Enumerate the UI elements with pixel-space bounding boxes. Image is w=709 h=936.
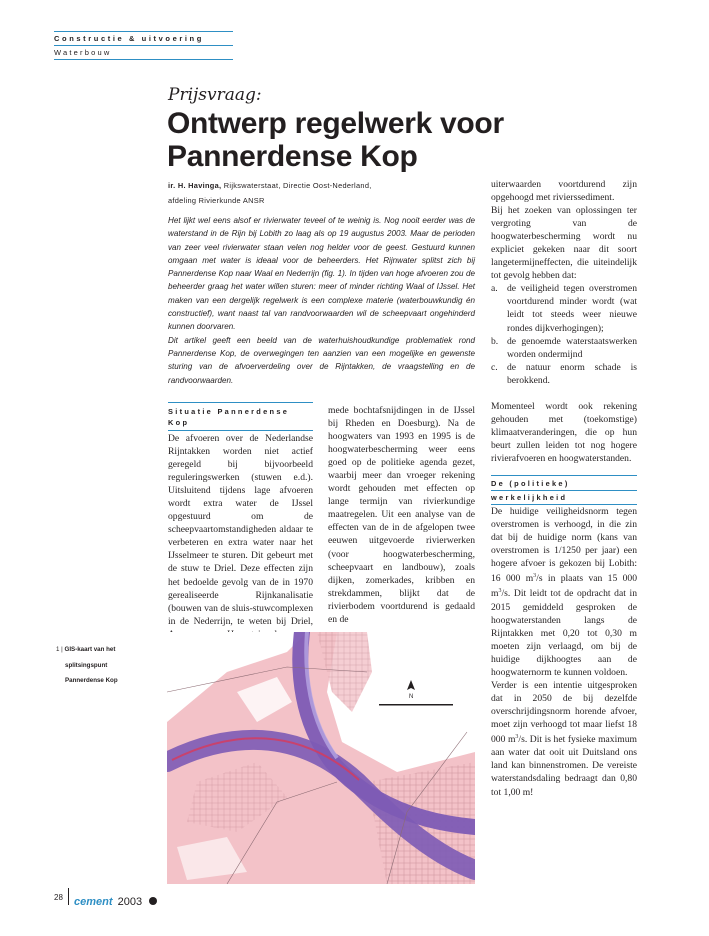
gis-map: [167, 632, 475, 884]
list-item: [491, 361, 637, 387]
section-label: Constructie & uitvoering: [54, 34, 204, 43]
author-affiliation: Rijkswaterstaat, Directie Oost-Nederland,: [221, 181, 372, 190]
column-3-paragraph-3: Momenteel wordt ook rekening gehouden met (toekomstige) klimaatveranderingen, die op hun beurt zullen leiden tot nog hogere rivierafvoeren en hoogwaterstanden.: [491, 400, 637, 464]
subsection-label: Waterbouw: [54, 48, 112, 57]
column-2-paragraph: mede bochtafsnijdingen in de IJssel bij Rheden en Doesburg). Na de hoogwaters van 1993 en 1995 is de hoogwaterbescherming weer eens goed op de politieke agenda gezet, waarbij meer dan vroeger rekening wordt gehouden met effecten op lange termijn van rivierkundige maatregelen. Uit een analyse van de effecten van de in de afgelopen twee eeuwen uitgevoerde rivierwerken (voor hoogwaterbescherming, scheepvaart en landbouw), zoals dijken, zomerkades, kribben en strekdammen, blijkt dat de rivierbodem voortdurend is gedaald en de: [328, 405, 475, 625]
list-marker: c.: [491, 361, 498, 373]
scale-bar: [379, 704, 453, 706]
figure-caption-line-2: splitsingspunt: [65, 661, 108, 669]
figure-caption-line-3: Pannerdense Kop: [65, 677, 118, 684]
list-text: de veiligheid tegen overstromen voortdurend minder wordt (wat leidt tot steeds weer nieuwe rondes dijkverhogingen);: [507, 283, 637, 334]
section-1-rule-bottom: [168, 430, 313, 431]
column-1: [168, 402, 313, 641]
column-1-text: [168, 432, 313, 641]
article-title-line-2: Pannerdense Kop: [167, 140, 418, 173]
list-text: de natuur enorm schade is berokkend.: [507, 361, 637, 386]
list-marker: a.: [491, 283, 498, 295]
list-item: [491, 282, 637, 334]
column-2: [328, 404, 475, 626]
column-3: [491, 178, 637, 799]
header-mid-rule: [54, 45, 233, 46]
section-2-rule-top: [491, 475, 637, 476]
article-kicker: Prijsvraag:: [168, 85, 262, 105]
figure-number: 1 |: [56, 646, 63, 653]
section-1-heading: Situatie Pannerdense Kop: [168, 407, 290, 427]
footer-divider: [68, 888, 69, 905]
article-title-line-1: Ontwerp regelwerk voor: [167, 107, 504, 140]
issue-year: 2003: [117, 896, 143, 908]
author-byline: [168, 178, 488, 208]
article-title: [167, 107, 504, 173]
lead-paragraph-2: Dit artikel geeft een beeld van de waterhuishoudkundige problematiek rond Pannerdense Kop, de overwegingen ten aanzien van een mogelijke en gewenste sturing van de afvoerverdeling over de Rijntakken, de vraagstelling en de randvoorwaarden.: [168, 335, 475, 385]
list-item: [491, 335, 637, 361]
section-2-heading-line-1: De (politieke): [491, 478, 570, 488]
list-marker: b.: [491, 335, 499, 347]
column-3-paragraph-1: uiterwaarden voortdurend zijn opgehoogd met rivierssediment.: [491, 179, 637, 204]
section-2-rule-mid: [491, 490, 637, 491]
author-affiliation-2: afdeling Rivierkunde ANSR: [168, 196, 265, 205]
footer-brand: [74, 890, 157, 909]
column-3-paragraph-5: Verder is een intentie uitgesproken dat in 2050 de bij dezelfde overschrijdingsnorm horende afvoer, moet zijn verhoogd tot maar liefst 18 000 $m^3/s$. Dit is het fysieke maximum aan water dat ooit uit Duitsland ons land kan binnenstromen. De vereiste waterstandsdaling bedraagt dan 0,80 tot 1,00 m!: [491, 679, 637, 798]
brand-mark-icon: [149, 897, 157, 905]
north-label: N: [409, 694, 414, 700]
page-number: 28: [54, 893, 63, 902]
brand-name: cement: [74, 896, 113, 908]
figure-caption: [56, 642, 156, 689]
list-text: de genoemde waterstaatswerken worden ondermijnd: [507, 335, 637, 360]
column-1-paragraph: De afvoeren over de Nederlandse Rijntakken worden niet actief geregeld bij bijvoorbeeld reguleringswerken (stuwen e.d.). Uitsluitend tijdens lage afvoeren wordt extra water de IJssel opgestuurd om de scheepvaartomstandigheden aldaar te verbeteren en extra water naar het IJsselmeer te sturen. Dit gebeurt met de stuw te Driel. Deze effecten zijn het bedoelde gevolg van de in 1970 gerealiseerde Rijnkanalisatie (bouwen van de sluis-stuwcomplexen in de Nederrijn, te weten bij Driel,: [168, 433, 313, 627]
column-3-paragraph-4: De huidige veiligheidsnorm tegen overstromen is verhoogd, in die zin dat bij de huidige norm (kans van overstromen is 1/1250 per jaar) een hogere afvoer is gekozen bij Lobith: 16 000 $m^3/s$ in plaats van 15 000 $m^3/s$. Dit leidt tot de opdracht dat in 2015 gemiddeld gesproken de hoogwaterstanden langs de Rijntakken met 0,20 tot 0,30 m moeten zijn verlaagd, om bij de huidige dijkhoogtes aan de hoogwaternorm te kunnen voldoen.: [491, 505, 637, 678]
lead-paragraph-1: Het lijkt wel eens alsof er rivierwater teveel of te weinig is. Nog nooit eerder was de waterstand in de Rijn bij Lobith zo laag als op 19 augustus 2003. Maar de perioden van zeer veel rivierwater staan velen nog helder voor de geest. Gestuurd kunnen omgaan met water is ideaal voor de beheerders. Het Rijnwater splitst zich bij Pannerdense Kop naar Waal en Nederrijn (fig. 1). In tijden van hoge afvoeren zou de beheerder graag het water willen sturen: meer of minder richting Waal of IJssel. Het maken van een dergelijk regelwerk is een complexe materie (waterbouwkundig én constructief), want naast tal van randvoorwaarden wil de scheepvaart ongehinderd kunnen doorvaren.: [168, 216, 475, 332]
header-top-rule: [54, 31, 233, 32]
header-bottom-rule: [54, 59, 233, 60]
section-2-heading-line-2: werkelijkheid: [491, 492, 568, 502]
author-name: ir. H. Havinga,: [168, 181, 222, 190]
article-lead: [168, 214, 475, 387]
section-1-rule: [168, 402, 313, 403]
figure-caption-line-1: GIS-kaart van het: [64, 646, 116, 653]
consequence-list: [491, 282, 637, 386]
column-3-paragraph-2: Bij het zoeken van oplossingen ter vergroting van de hoogwaterbescherming wordt nu expliciet gekeken naar dit soort langetermijneffecten, die uiteindelijk tot gevolg hebben dat:: [491, 205, 637, 282]
